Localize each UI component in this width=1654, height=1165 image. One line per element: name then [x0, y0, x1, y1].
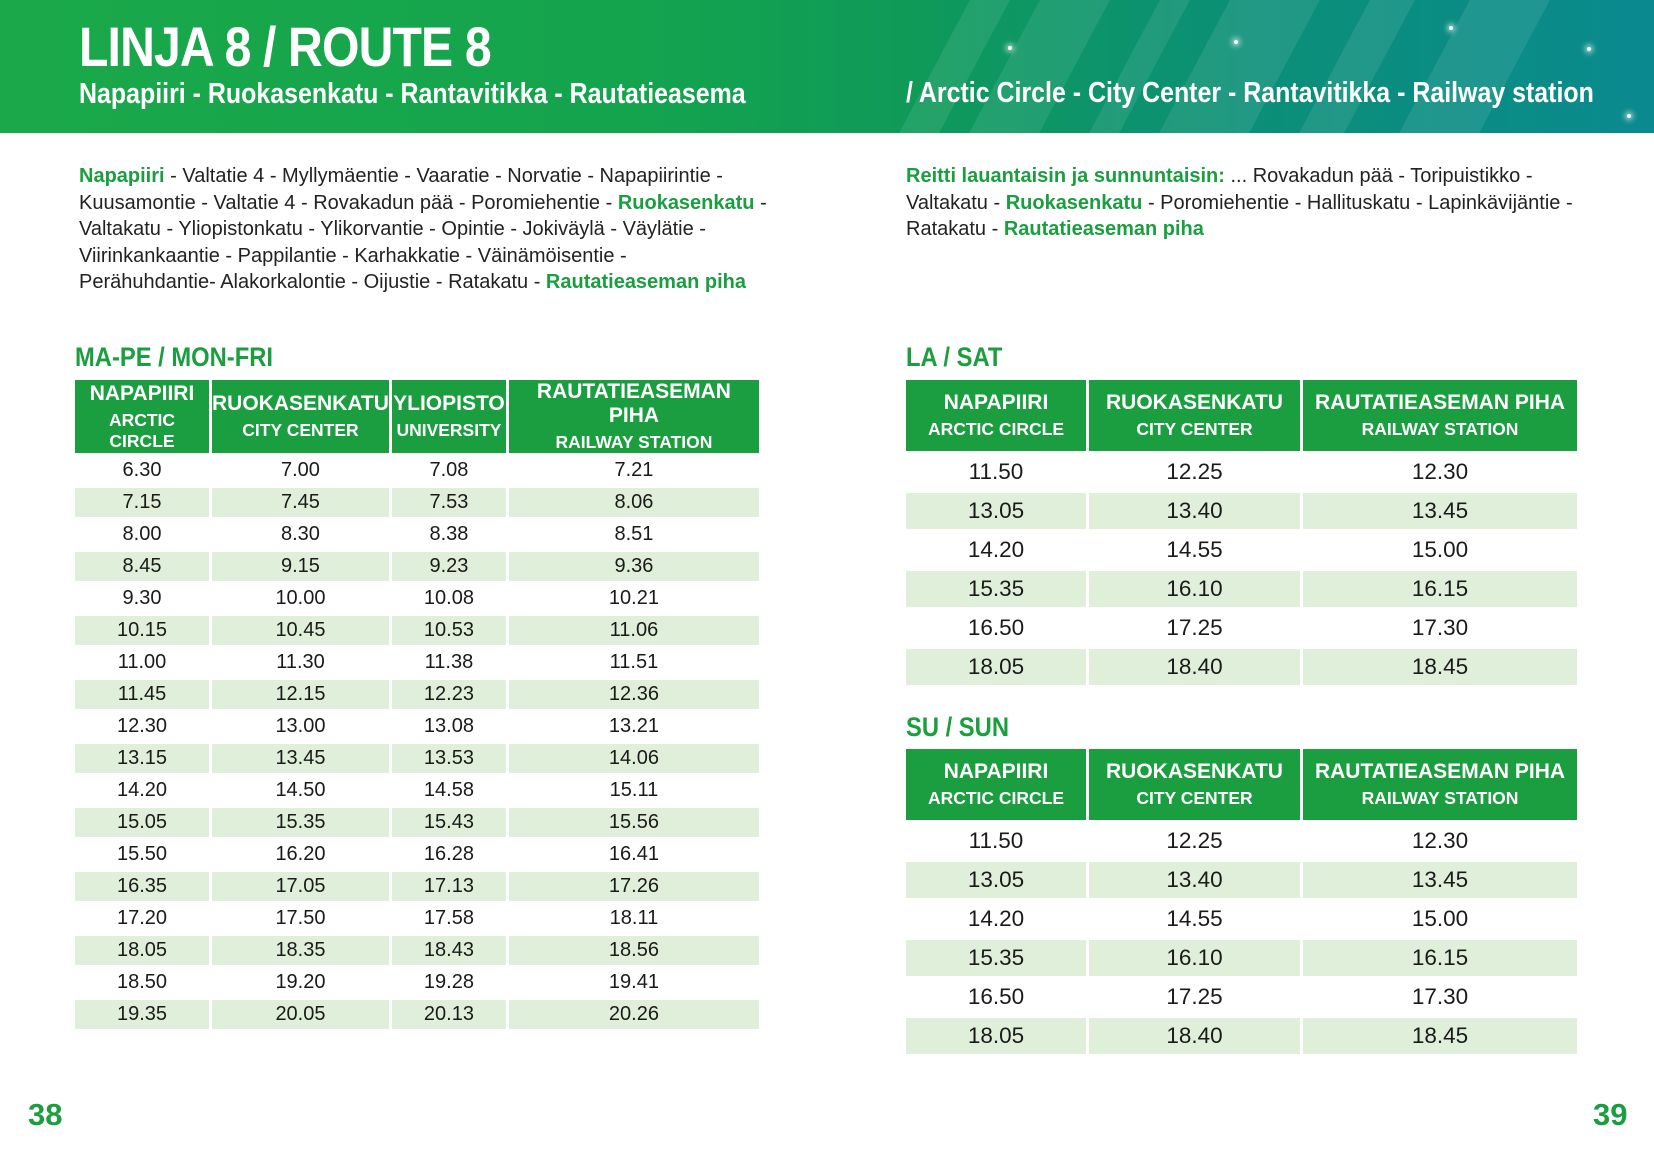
route-stop-highlight: Rautatieaseman piha — [1003, 218, 1204, 240]
departure-time: 6.30 — [75, 453, 209, 485]
departure-time: 15.50 — [75, 837, 209, 869]
departure-time: 7.15 — [75, 485, 209, 517]
departure-time: 14.20 — [906, 529, 1086, 568]
departure-time: 12.30 — [75, 709, 209, 741]
table-row — [75, 773, 759, 805]
departure-time: 8.51 — [509, 517, 759, 549]
departure-time: 18.45 — [1303, 646, 1577, 685]
table-row — [75, 453, 759, 485]
departure-time: 18.05 — [75, 933, 209, 965]
departure-time: 16.50 — [906, 607, 1086, 646]
table-row — [75, 997, 759, 1029]
column-header-english: ARCTIC CIRCLE — [927, 788, 1065, 808]
departure-time: 11.50 — [906, 820, 1086, 859]
departure-time: 13.40 — [1089, 859, 1300, 898]
table-row — [75, 805, 759, 837]
table-row — [906, 451, 1577, 490]
header-row — [906, 749, 1577, 820]
departure-time: 13.05 — [906, 490, 1086, 529]
departure-time: 13.05 — [906, 859, 1086, 898]
table-row — [906, 568, 1577, 607]
column-header-english: UNIVERSITY — [396, 420, 502, 440]
departure-time: 16.35 — [75, 869, 209, 901]
departure-time: 13.45 — [1303, 490, 1577, 529]
departure-time: 17.30 — [1303, 976, 1577, 1015]
column-header — [212, 380, 389, 453]
departure-time: 7.53 — [392, 485, 506, 517]
table-row — [906, 646, 1577, 685]
departure-time: 7.00 — [212, 453, 389, 485]
column-header — [906, 380, 1086, 451]
departure-time: 18.11 — [509, 901, 759, 933]
departure-time: 20.13 — [392, 997, 506, 1029]
departure-time: 16.15 — [1303, 568, 1577, 607]
departure-time: 18.35 — [212, 933, 389, 965]
sunday-section-title: SU / SUN — [906, 712, 1009, 742]
departure-time: 11.38 — [392, 645, 506, 677]
departure-time: 11.06 — [509, 613, 759, 645]
departure-time: 14.20 — [906, 898, 1086, 937]
departure-time: 18.50 — [75, 965, 209, 997]
weekday-section-title: MA-PE / MON-FRI — [75, 342, 273, 372]
departure-time: 18.56 — [509, 933, 759, 965]
sunday-timetable — [903, 749, 1580, 1054]
departure-time: 17.58 — [392, 901, 506, 933]
column-header — [509, 380, 759, 453]
table-row — [906, 898, 1577, 937]
departure-time: 13.21 — [509, 709, 759, 741]
route-stop-highlight: Ruokasenkatu — [1005, 191, 1143, 214]
departure-time: 18.05 — [906, 1015, 1086, 1054]
column-header-english: RAILWAY STATION — [1361, 788, 1519, 808]
route-stop-highlight: Reitti lauantaisin ja sunnuntaisin: — [906, 165, 1225, 187]
table-row — [75, 741, 759, 773]
departure-time: 13.08 — [392, 709, 506, 741]
column-header-english: RAILWAY STATION — [555, 432, 713, 452]
departure-time: 14.55 — [1089, 898, 1300, 937]
column-header-english: ARCTIC CIRCLE — [108, 409, 176, 451]
departure-time: 15.00 — [1303, 898, 1577, 937]
table-row — [75, 485, 759, 517]
column-header-finnish: RUOKASENKATU — [212, 392, 389, 415]
departure-time: 10.15 — [75, 613, 209, 645]
route-subtitle-finnish: Napapiiri - Ruokasenkatu - Rantavitikka - Rautatieasema — [79, 78, 746, 110]
column-header — [75, 380, 209, 453]
column-header-finnish: NAPAPIIRI — [943, 391, 1049, 414]
departure-time: 12.25 — [1089, 451, 1300, 490]
page-header-banner — [0, 0, 1654, 133]
departure-time: 16.15 — [1303, 937, 1577, 976]
route-description-weekday — [79, 163, 769, 296]
column-header-finnish: RAUTATIEASEMAN PIHA — [1314, 391, 1566, 414]
departure-time: 16.10 — [1089, 937, 1300, 976]
departure-time: 15.35 — [906, 568, 1086, 607]
departure-time: 17.20 — [75, 901, 209, 933]
table-row — [75, 581, 759, 613]
column-header-finnish: NAPAPIIRI — [943, 760, 1049, 783]
route-stop-text: - Poromiehentie - Hallituskatu - Lapinkävijäntie - Ratakatu - — [906, 191, 1573, 240]
header-row — [75, 380, 759, 453]
departure-time: 17.30 — [1303, 607, 1577, 646]
departure-time: 19.28 — [392, 965, 506, 997]
column-header-finnish: RUOKASENKATU — [1106, 760, 1283, 783]
column-header-finnish: YLIOPISTO — [393, 392, 505, 415]
departure-time: 10.00 — [212, 581, 389, 613]
route-stop-highlight: Napapiiri — [79, 165, 165, 187]
departure-time: 11.45 — [75, 677, 209, 709]
departure-time: 12.25 — [1089, 820, 1300, 859]
departure-time: 19.35 — [75, 997, 209, 1029]
departure-time: 18.43 — [392, 933, 506, 965]
table-row — [75, 517, 759, 549]
table-row — [75, 677, 759, 709]
departure-time: 8.45 — [75, 549, 209, 581]
departure-time: 10.53 — [392, 613, 506, 645]
column-header-finnish: RUOKASENKATU — [1106, 391, 1283, 414]
departure-time: 17.50 — [212, 901, 389, 933]
table-row — [75, 901, 759, 933]
departure-time: 13.00 — [212, 709, 389, 741]
header-row — [906, 380, 1577, 451]
column-header-english: CITY CENTER — [242, 420, 359, 440]
departure-time: 13.40 — [1089, 490, 1300, 529]
departure-time: 10.08 — [392, 581, 506, 613]
departure-time: 11.51 — [509, 645, 759, 677]
table-row — [75, 965, 759, 997]
departure-time: 10.45 — [212, 613, 389, 645]
departure-time: 11.50 — [906, 451, 1086, 490]
departure-time: 16.41 — [509, 837, 759, 869]
departure-time: 20.26 — [509, 997, 759, 1029]
departure-time: 8.06 — [509, 485, 759, 517]
departure-time: 18.40 — [1089, 646, 1300, 685]
departure-time: 15.11 — [509, 773, 759, 805]
departure-time: 13.45 — [212, 741, 389, 773]
column-header-finnish: RAUTATIEASEMAN PIHA — [536, 380, 731, 427]
departure-time: 12.15 — [212, 677, 389, 709]
column-header-finnish: NAPAPIIRI — [89, 381, 195, 405]
table-row — [906, 529, 1577, 568]
departure-time: 13.45 — [1303, 859, 1577, 898]
table-row — [906, 607, 1577, 646]
table-row — [906, 820, 1577, 859]
departure-time: 12.30 — [1303, 451, 1577, 490]
table-row — [75, 837, 759, 869]
column-header — [1089, 749, 1300, 820]
departure-time: 14.50 — [212, 773, 389, 805]
departure-time: 19.20 — [212, 965, 389, 997]
departure-time: 12.30 — [1303, 820, 1577, 859]
route-description-weekend — [906, 163, 1596, 243]
departure-time: 11.00 — [75, 645, 209, 677]
column-header — [1303, 380, 1577, 451]
table-row — [75, 613, 759, 645]
departure-time: 10.21 — [509, 581, 759, 613]
table-row — [906, 1015, 1577, 1054]
departure-time: 16.28 — [392, 837, 506, 869]
page-title: LINJA 8 / ROUTE 8 — [79, 15, 491, 78]
column-header-english: ARCTIC CIRCLE — [927, 419, 1065, 439]
departure-time: 12.36 — [509, 677, 759, 709]
departure-time: 9.36 — [509, 549, 759, 581]
table-row — [75, 645, 759, 677]
departure-time: 14.20 — [75, 773, 209, 805]
departure-time: 11.30 — [212, 645, 389, 677]
page-number-right: 39 — [1593, 1097, 1628, 1132]
departure-time: 14.06 — [509, 741, 759, 773]
departure-time: 9.15 — [212, 549, 389, 581]
departure-time: 16.50 — [906, 976, 1086, 1015]
table-row — [906, 490, 1577, 529]
departure-time: 15.43 — [392, 805, 506, 837]
column-header — [1303, 749, 1577, 820]
departure-time: 17.26 — [509, 869, 759, 901]
departure-time: 13.15 — [75, 741, 209, 773]
departure-time: 15.35 — [212, 805, 389, 837]
departure-time: 16.10 — [1089, 568, 1300, 607]
departure-time: 16.20 — [212, 837, 389, 869]
departure-time: 7.45 — [212, 485, 389, 517]
departure-time: 12.23 — [392, 677, 506, 709]
column-header — [392, 380, 506, 453]
table-row — [75, 869, 759, 901]
departure-time: 7.21 — [509, 453, 759, 485]
weekday-timetable — [72, 380, 762, 1029]
route-stop-text: - Valtatie 4 - Myllymäentie - Vaaratie - Norvatie - Napapiirintie - Kuusamontie - Valtatie 4 - Rovakadun pää - Poromiehentie - — [79, 165, 723, 214]
route-stop-text: - Valtakatu - Yliopistonkatu - Ylikorvantie - Opintie - Jokiväylä - Väylätie - Viirinkankaantie - Pappilantie - Karhakkatie - Väinämöisentie - Perähuhdantie- Alakorkalontie - Oijustie - Ratakatu - — [79, 191, 767, 293]
table-row — [906, 937, 1577, 976]
departure-time: 19.41 — [509, 965, 759, 997]
table-row — [75, 933, 759, 965]
column-header-finnish: RAUTATIEASEMAN PIHA — [1314, 760, 1566, 783]
departure-time: 15.35 — [906, 937, 1086, 976]
departure-time: 8.00 — [75, 517, 209, 549]
departure-time: 15.05 — [75, 805, 209, 837]
route-subtitle-english: / Arctic Circle - City Center - Rantavitikka - Railway station — [906, 77, 1594, 109]
departure-time: 17.25 — [1089, 976, 1300, 1015]
departure-time: 7.08 — [392, 453, 506, 485]
page-number-left: 38 — [28, 1097, 63, 1132]
departure-time: 15.00 — [1303, 529, 1577, 568]
route-stop-highlight: Rautatieaseman piha — [545, 271, 746, 293]
departure-time: 17.25 — [1089, 607, 1300, 646]
departure-time: 14.55 — [1089, 529, 1300, 568]
departure-time: 15.56 — [509, 805, 759, 837]
departure-time: 13.53 — [392, 741, 506, 773]
departure-time: 20.05 — [212, 997, 389, 1029]
departure-time: 9.30 — [75, 581, 209, 613]
column-header-english: CITY CENTER — [1136, 788, 1253, 808]
departure-time: 18.45 — [1303, 1015, 1577, 1054]
departure-time: 17.05 — [212, 869, 389, 901]
departure-time: 17.13 — [392, 869, 506, 901]
column-header-english: CITY CENTER — [1136, 419, 1253, 439]
departure-time: 18.05 — [906, 646, 1086, 685]
saturday-timetable — [903, 380, 1580, 685]
column-header — [1089, 380, 1300, 451]
table-row — [75, 709, 759, 741]
departure-time: 9.23 — [392, 549, 506, 581]
departure-time: 14.58 — [392, 773, 506, 805]
departure-time: 18.40 — [1089, 1015, 1300, 1054]
table-row — [906, 976, 1577, 1015]
saturday-section-title: LA / SAT — [906, 342, 1003, 372]
column-header — [906, 749, 1086, 820]
table-row — [75, 549, 759, 581]
route-stop-highlight: Ruokasenkatu — [617, 191, 755, 214]
column-header-english: RAILWAY STATION — [1361, 419, 1519, 439]
departure-time: 8.30 — [212, 517, 389, 549]
departure-time: 8.38 — [392, 517, 506, 549]
route-stop-text: ... Rovakadun pää - Toripuistikko - Valtakatu - — [906, 165, 1533, 214]
table-row — [906, 859, 1577, 898]
